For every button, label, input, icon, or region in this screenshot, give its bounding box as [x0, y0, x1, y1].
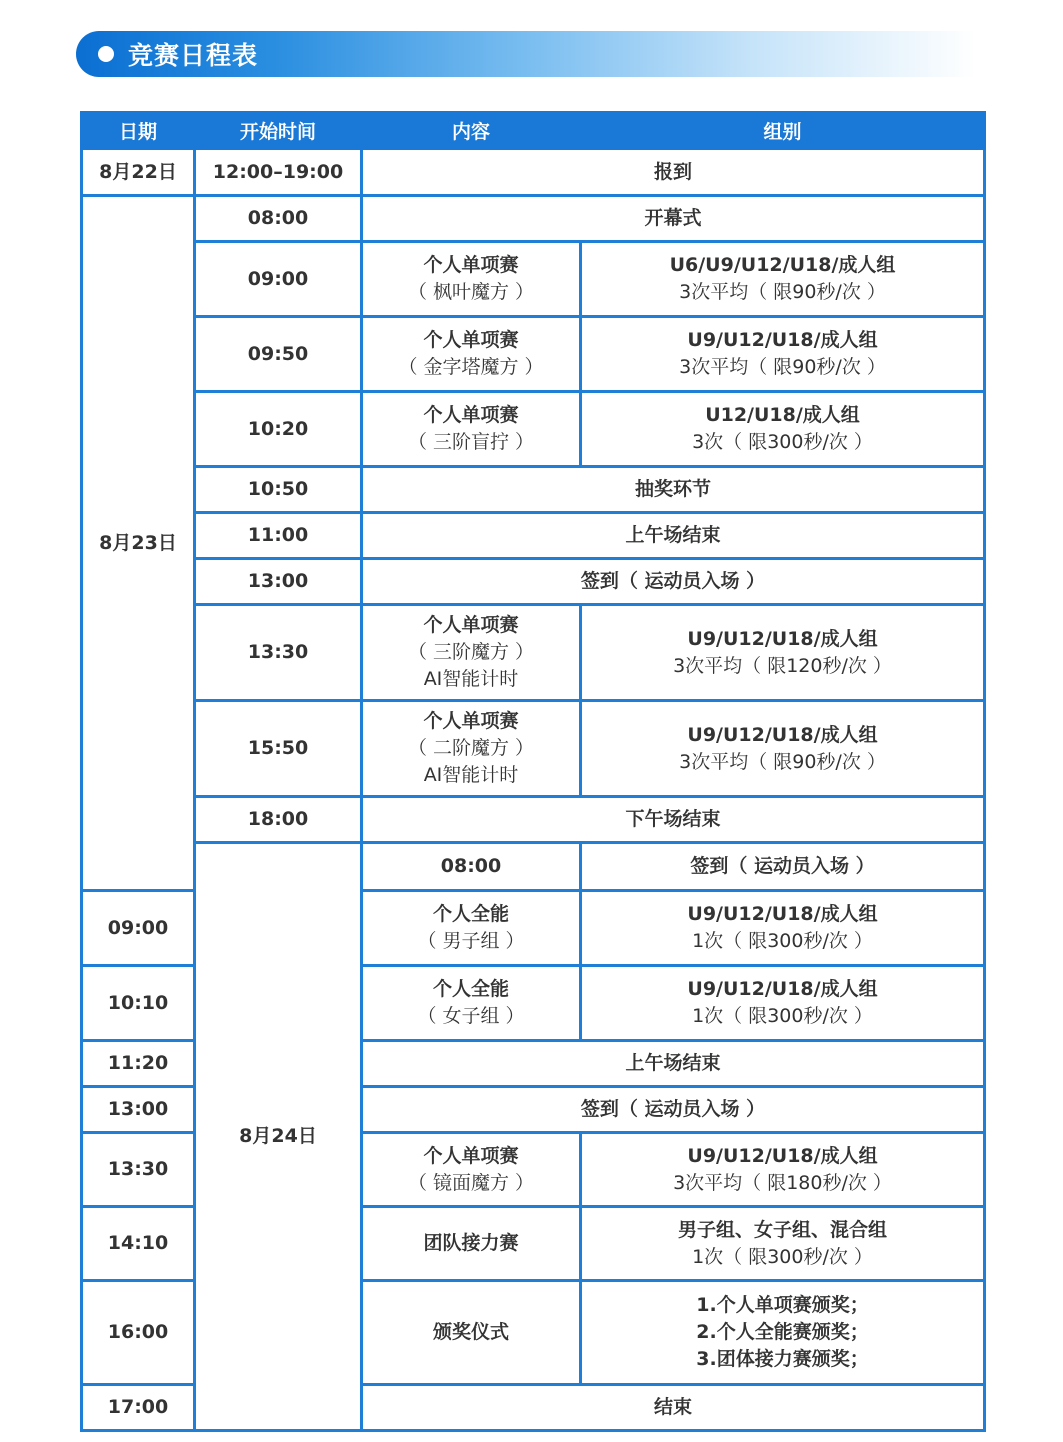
event-name: 个人全能: [432, 903, 509, 925]
event-name: 个人单项赛: [423, 1144, 519, 1167]
group-cell: [581, 392, 985, 467]
time-cell: 15:50: [195, 701, 362, 797]
table-row: [82, 242, 985, 317]
group-cell: [581, 701, 985, 797]
group-rule: 3次平均（ 限120秒/次 ）: [673, 654, 892, 677]
column-header-start-time: 开始时间: [195, 113, 362, 149]
merged-content-cell: 签到（ 运动员入场 ）: [362, 559, 985, 605]
group-rule: 3次平均（ 限90秒/次 ）: [679, 750, 886, 773]
event-name: 个人单项赛: [423, 329, 519, 351]
event-detail: （ 二阶魔方 ）: [407, 737, 535, 759]
event-detail: （ 女子组 ）: [417, 1005, 525, 1027]
time-cell: 08:00: [362, 843, 581, 891]
time-cell: 10:50: [195, 467, 362, 513]
table-row: [82, 843, 985, 891]
time-cell: 08:00: [195, 196, 362, 242]
content-cell: [362, 1133, 581, 1207]
table-row: [82, 196, 985, 242]
content-cell: [362, 701, 581, 797]
time-cell: 14:10: [82, 1207, 195, 1281]
time-cell: 13:00: [195, 559, 362, 605]
time-cell: 10:20: [195, 392, 362, 467]
schedule-table: [80, 111, 986, 1432]
group-cell: [581, 891, 985, 966]
merged-content-cell: 报到: [362, 149, 985, 196]
group-name: U9/U12/U18/成人组: [687, 1144, 878, 1167]
page-title: 竞赛日程表: [128, 41, 259, 70]
date-cell: 8月22日: [82, 149, 195, 196]
section-title-banner: [76, 31, 976, 77]
content-cell: [362, 1281, 581, 1385]
group-rule: 1次（ 限300秒/次 ）: [692, 930, 873, 952]
event-detail: （ 镜面魔方 ）: [407, 1171, 535, 1194]
table-row: [82, 513, 985, 559]
table-row: [82, 559, 985, 605]
group-rule: 3次平均（ 限90秒/次 ）: [679, 356, 886, 378]
column-header-content: 内容: [362, 113, 581, 149]
column-header-date: 日期: [82, 113, 195, 149]
group-rule: 3次平均（ 限90秒/次 ）: [679, 281, 886, 303]
time-cell: 11:20: [82, 1041, 195, 1087]
group-rule: 1次（ 限300秒/次 ）: [692, 1245, 873, 1268]
event-note: AI智能计时: [423, 668, 519, 690]
content-cell: [362, 392, 581, 467]
merged-content-cell: 开幕式: [362, 196, 985, 242]
event-detail: （ 三阶魔方 ）: [407, 641, 535, 663]
merged-content-cell: 签到（ 运动员入场 ）: [362, 1087, 985, 1133]
time-cell: 12:00–19:00: [195, 149, 362, 196]
event-name: 个人单项赛: [423, 254, 519, 276]
merged-content-cell: 上午场结束: [362, 513, 985, 559]
group-name: 男子组、女子组、混合组: [677, 1218, 887, 1241]
award-item: 1.个人单项赛颁奖；: [696, 1294, 869, 1316]
content-cell: [362, 605, 581, 701]
event-detail: （ 男子组 ）: [417, 930, 525, 952]
time-cell: 13:30: [82, 1133, 195, 1207]
column-header-group: 组别: [581, 113, 985, 149]
award-item: 2.个人全能赛颁奖；: [696, 1321, 869, 1343]
group-cell: [581, 242, 985, 317]
time-cell: 09:00: [82, 891, 195, 966]
date-cell: 8月23日: [82, 196, 195, 891]
group-cell: [581, 1207, 985, 1281]
time-cell: 13:30: [195, 605, 362, 701]
group-cell: [581, 1281, 985, 1385]
time-cell: 16:00: [82, 1281, 195, 1385]
group-cell: [581, 1133, 985, 1207]
time-cell: 11:00: [195, 513, 362, 559]
content-cell: [362, 242, 581, 317]
table-row: [82, 467, 985, 513]
group-name: U9/U12/U18/成人组: [687, 329, 878, 351]
merged-content-cell: 抽奖环节: [362, 467, 985, 513]
content-cell: [362, 966, 581, 1041]
time-cell: 10:10: [82, 966, 195, 1041]
table-row: [82, 392, 985, 467]
time-cell: 09:50: [195, 317, 362, 392]
group-name: U9/U12/U18/成人组: [687, 903, 878, 925]
table-row: [82, 605, 985, 701]
time-cell: 13:00: [82, 1087, 195, 1133]
group-name: U9/U12/U18/成人组: [687, 627, 878, 650]
bullet-dot-icon: [98, 46, 114, 62]
group-name: U9/U12/U18/成人组: [687, 978, 878, 1000]
group-name: U6/U9/U12/U18/成人组: [669, 254, 896, 276]
table-row: [82, 701, 985, 797]
content-cell: [362, 891, 581, 966]
table-row: [82, 317, 985, 392]
event-note: AI智能计时: [423, 764, 519, 786]
group-cell: [581, 966, 985, 1041]
date-cell: 8月24日: [195, 843, 362, 1431]
event-name: 颁奖仪式: [432, 1321, 509, 1343]
table-row: [82, 149, 985, 196]
group-cell: [581, 317, 985, 392]
merged-content-cell: 签到（ 运动员入场 ）: [581, 843, 985, 891]
group-cell: [581, 605, 985, 701]
content-cell: [362, 1207, 581, 1281]
event-detail: （ 金字塔魔方 ）: [398, 356, 544, 378]
event-detail: （ 枫叶魔方 ）: [407, 281, 535, 303]
group-rule: 1次（ 限300秒/次 ）: [692, 1005, 873, 1027]
event-name: 个人单项赛: [423, 710, 519, 732]
time-cell: 18:00: [195, 797, 362, 843]
group-rule: 3次平均（ 限180秒/次 ）: [673, 1171, 892, 1194]
merged-content-cell: 上午场结束: [362, 1041, 985, 1087]
group-rule: 3次（ 限300秒/次 ）: [692, 431, 873, 453]
award-item: 3.团体接力赛颁奖；: [696, 1348, 869, 1370]
event-name: 个人全能: [432, 978, 509, 1000]
time-cell: 17:00: [82, 1385, 195, 1431]
content-cell: [362, 317, 581, 392]
event-name: 团队接力赛: [423, 1232, 519, 1254]
merged-content-cell: 结束: [362, 1385, 985, 1431]
group-name: U9/U12/U18/成人组: [687, 723, 878, 746]
event-detail: （ 三阶盲拧 ）: [407, 431, 535, 453]
group-name: U12/U18/成人组: [705, 404, 860, 426]
time-cell: 09:00: [195, 242, 362, 317]
event-name: 个人单项赛: [423, 404, 519, 426]
merged-content-cell: 下午场结束: [362, 797, 985, 843]
table-row: [82, 797, 985, 843]
event-name: 个人单项赛: [423, 614, 519, 636]
table-header-row: [82, 113, 985, 149]
